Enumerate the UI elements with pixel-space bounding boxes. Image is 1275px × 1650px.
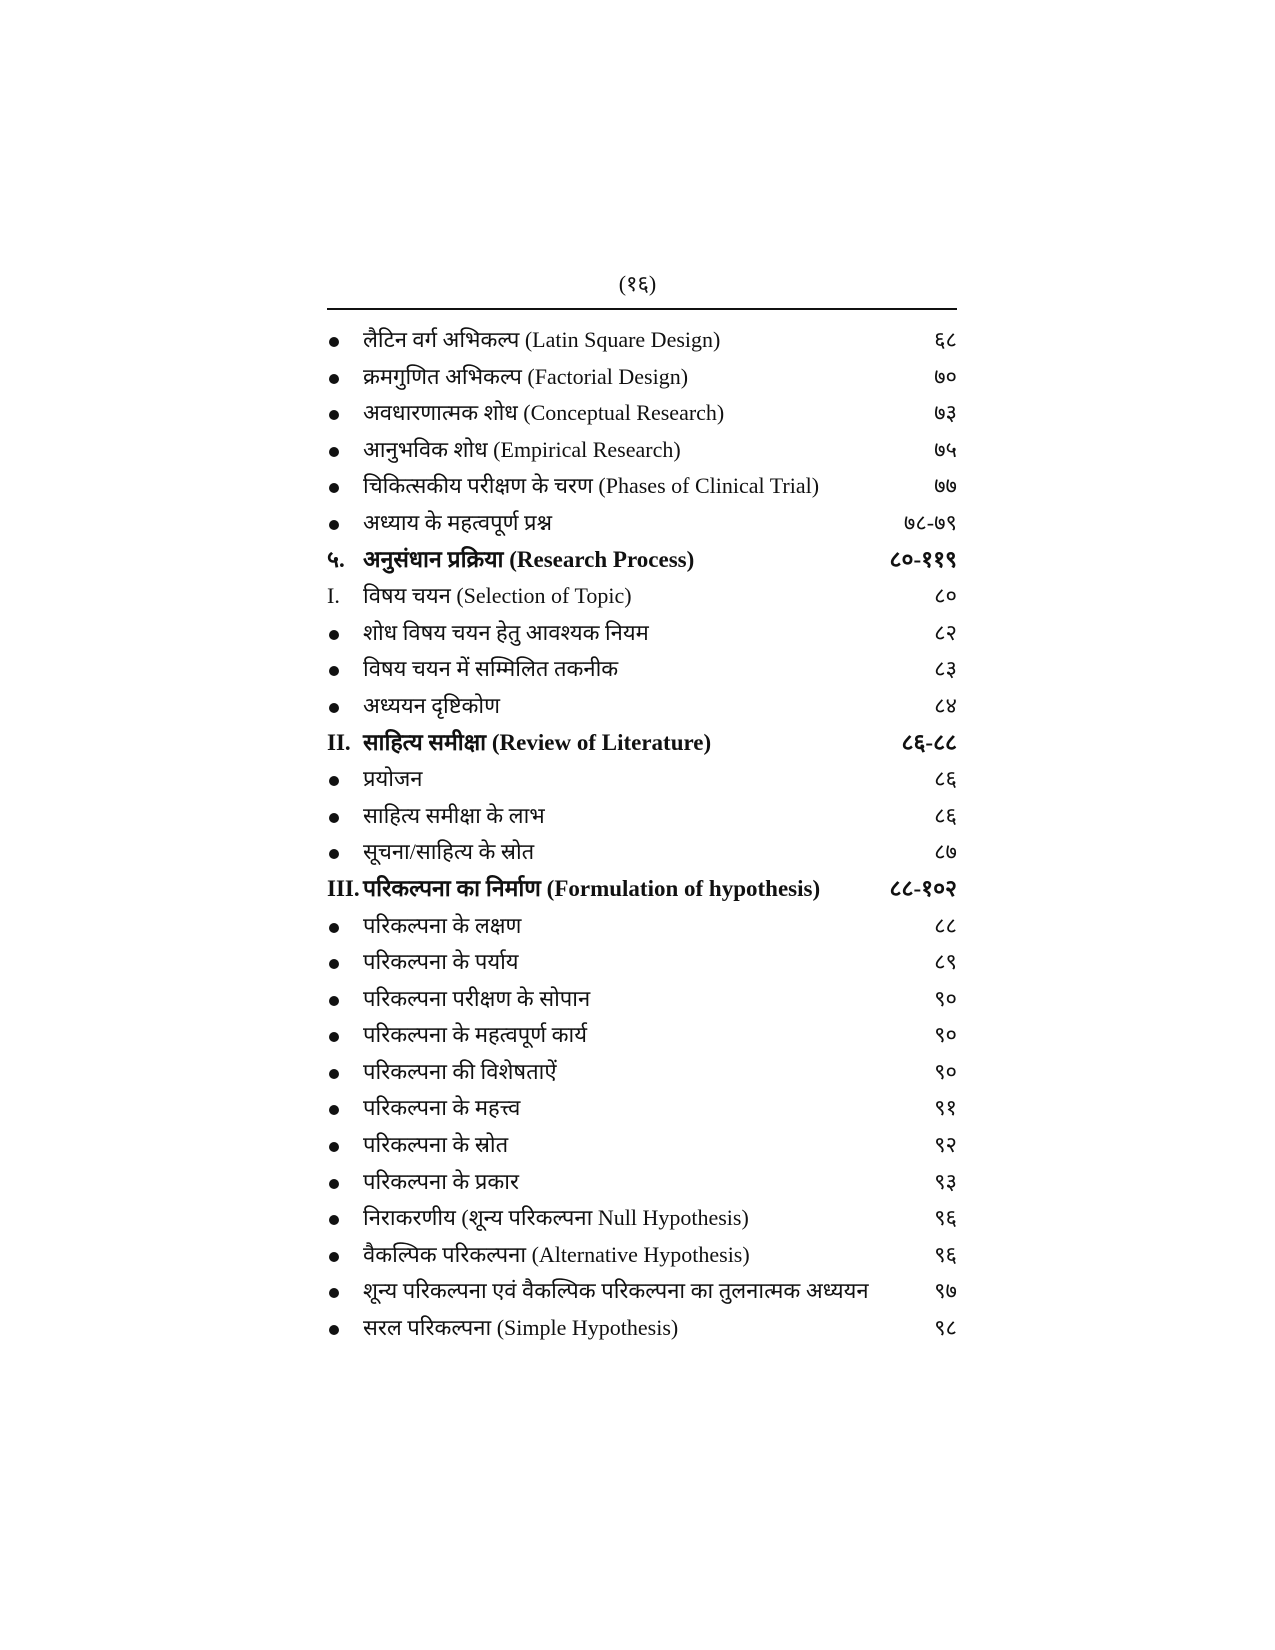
toc-entry-page: ७८-७९ bbox=[903, 509, 957, 535]
toc-entry bbox=[327, 1237, 957, 1274]
toc-entry-page: ८३ bbox=[934, 656, 957, 682]
toc-entry-title: शून्य परिकल्पना एवं वैकल्पिक परिकल्पना का तुलनात्मक अध्ययन bbox=[363, 1278, 869, 1304]
toc-entry bbox=[327, 615, 957, 652]
toc-entry-page: ८६-८८ bbox=[901, 729, 957, 755]
bullet-dot-icon bbox=[329, 776, 339, 786]
toc-entry bbox=[327, 651, 957, 688]
bullet-dot-icon bbox=[329, 1252, 339, 1262]
toc-entry bbox=[327, 1127, 957, 1164]
header-rule bbox=[327, 308, 957, 310]
toc-entry-page: ८०-११९ bbox=[889, 546, 957, 572]
section-number: I. bbox=[327, 583, 340, 609]
section-number: ५. bbox=[327, 546, 345, 572]
toc-entry-title: क्रमगुणित अभिकल्प (Factorial Design) bbox=[363, 363, 689, 389]
bullet-dot-icon bbox=[329, 630, 339, 640]
toc-entry-title: अध्याय के महत्वपूर्ण प्रश्न bbox=[363, 509, 553, 535]
bullet-dot-icon bbox=[329, 1288, 339, 1298]
toc-entry-title: आनुभविक शोध (Empirical Research) bbox=[363, 436, 681, 462]
bullet-dot-icon bbox=[329, 1105, 339, 1115]
section-number: III. bbox=[327, 875, 360, 901]
toc-entry bbox=[327, 468, 957, 505]
toc-entry-title: परिकल्पना के प्रकार bbox=[363, 1168, 519, 1194]
bullet-dot-icon bbox=[329, 337, 339, 347]
toc-entry-title: लैटिन वर्ग अभिकल्प (Latin Square Design) bbox=[363, 327, 721, 352]
toc-entry-title: वैकल्पिक परिकल्पना (Alternative Hypothesis) bbox=[363, 1241, 750, 1267]
toc-entry-title: परिकल्पना के स्रोत bbox=[363, 1132, 509, 1158]
toc-entry-title: साहित्य समीक्षा के लाभ bbox=[363, 802, 545, 828]
toc-entry-page: ७३ bbox=[934, 400, 957, 426]
toc-entry bbox=[327, 542, 957, 579]
toc-entry-page: ८६ bbox=[934, 802, 957, 828]
toc-entry-page: ९० bbox=[934, 1022, 957, 1048]
toc-entry bbox=[327, 798, 957, 835]
toc-entry-title: परिकल्पना की विशेषताऐं bbox=[363, 1058, 557, 1084]
toc-entry bbox=[327, 322, 957, 359]
toc-entry-title: साहित्य समीक्षा (Review of Literature) bbox=[363, 729, 712, 755]
toc-entry-page: ८६ bbox=[934, 766, 957, 792]
bullet-dot-icon bbox=[329, 1325, 339, 1335]
toc-entry-page: ९८ bbox=[934, 1315, 957, 1341]
toc-entry-page: ८८ bbox=[934, 912, 957, 938]
toc-entry-page: ७७ bbox=[934, 473, 957, 499]
toc-entry bbox=[327, 1017, 957, 1054]
toc-entry bbox=[327, 725, 957, 762]
toc-entry-title: सरल परिकल्पना (Simple Hypothesis) bbox=[363, 1315, 679, 1341]
toc-entry bbox=[327, 688, 957, 725]
bullet-dot-icon bbox=[329, 410, 339, 420]
toc-entry bbox=[327, 944, 957, 981]
toc-entry-title: निराकरणीय (शून्य परिकल्पना Null Hypothesis) bbox=[363, 1205, 749, 1231]
toc-entry bbox=[327, 761, 957, 798]
table-of-contents bbox=[327, 322, 957, 1347]
toc-entry bbox=[327, 359, 957, 396]
toc-entry-title: शोध विषय चयन हेतु आवश्यक नियम bbox=[363, 619, 649, 645]
toc-entry bbox=[327, 908, 957, 945]
section-number: II. bbox=[327, 729, 351, 755]
bullet-dot-icon bbox=[329, 666, 339, 676]
toc-entry-page: ६८ bbox=[934, 327, 957, 352]
bullet-dot-icon bbox=[329, 1142, 339, 1152]
toc-entry-title: अवधारणात्मक शोध (Conceptual Research) bbox=[363, 400, 725, 426]
toc-entry bbox=[327, 505, 957, 542]
toc-entry-page: ८८-१०२ bbox=[889, 875, 957, 901]
page-number: (१६) bbox=[618, 271, 657, 296]
toc-entry-title: प्रयोजन bbox=[363, 766, 423, 792]
toc-entry-title: परिकल्पना का निर्माण (Formulation of hypothesis) bbox=[363, 875, 821, 901]
toc-entry-page: ९२ bbox=[934, 1132, 957, 1158]
toc-entry-title: विषय चयन (Selection of Topic) bbox=[363, 583, 632, 609]
toc-entry-page: ९६ bbox=[934, 1205, 957, 1231]
bullet-dot-icon bbox=[329, 1069, 339, 1079]
toc-entry bbox=[327, 834, 957, 871]
toc-entry bbox=[327, 578, 957, 615]
toc-entry-page: ८० bbox=[934, 583, 957, 609]
toc-entry-title: परिकल्पना परीक्षण के सोपान bbox=[363, 985, 591, 1011]
toc-entry-title: चिकित्सकीय परीक्षण के चरण (Phases of Clinical Trial) bbox=[363, 473, 820, 499]
toc-entry-title: परिकल्पना के लक्षण bbox=[363, 912, 522, 938]
toc-entry bbox=[327, 395, 957, 432]
toc-entry-title: परिकल्पना के महत्त्व bbox=[363, 1095, 521, 1121]
bullet-dot-icon bbox=[329, 447, 339, 457]
toc-entry-page: ८९ bbox=[934, 949, 957, 975]
toc-entry bbox=[327, 432, 957, 469]
toc-entry-page: ९७ bbox=[934, 1278, 957, 1304]
toc-entry bbox=[327, 1310, 957, 1347]
bullet-dot-icon bbox=[329, 959, 339, 969]
toc-entry-title: सूचना/साहित्य के स्रोत bbox=[363, 839, 535, 865]
toc-entry-title: परिकल्पना के महत्वपूर्ण कार्य bbox=[363, 1022, 587, 1048]
toc-entry-page: ८४ bbox=[934, 692, 957, 718]
bullet-dot-icon bbox=[329, 813, 339, 823]
bullet-dot-icon bbox=[329, 996, 339, 1006]
bullet-dot-icon bbox=[329, 1179, 339, 1189]
bullet-dot-icon bbox=[329, 1032, 339, 1042]
toc-entry-title: परिकल्पना के पर्याय bbox=[363, 949, 519, 975]
toc-entry-page: ९० bbox=[934, 1058, 957, 1084]
toc-entry-page: ७५ bbox=[934, 436, 957, 462]
toc-entry-page: ९१ bbox=[934, 1095, 957, 1121]
toc-entry bbox=[327, 1273, 957, 1310]
toc-entry bbox=[327, 871, 957, 908]
toc-entry bbox=[327, 981, 957, 1018]
toc-entry-title: अनुसंधान प्रक्रिया (Research Process) bbox=[363, 546, 695, 572]
bullet-dot-icon bbox=[329, 483, 339, 493]
toc-entry bbox=[327, 1054, 957, 1091]
toc-entry bbox=[327, 1200, 957, 1237]
toc-entry-page: ९६ bbox=[934, 1241, 957, 1267]
bullet-dot-icon bbox=[329, 923, 339, 933]
bullet-dot-icon bbox=[329, 1215, 339, 1225]
toc-entry-title: अध्ययन दृष्टिकोण bbox=[363, 692, 501, 718]
toc-entry bbox=[327, 1164, 957, 1201]
toc-entry-page: ९३ bbox=[934, 1168, 957, 1194]
toc-entry-page: ८२ bbox=[934, 619, 957, 645]
bullet-dot-icon bbox=[329, 703, 339, 713]
toc-entry-page: ९० bbox=[934, 985, 957, 1011]
bullet-dot-icon bbox=[329, 520, 339, 530]
bullet-dot-icon bbox=[329, 849, 339, 859]
toc-entry-page: ८७ bbox=[934, 839, 957, 865]
bullet-dot-icon bbox=[329, 374, 339, 384]
toc-entry-page: ७० bbox=[934, 363, 957, 389]
toc-entry-title: विषय चयन में सम्मिलित तकनीक bbox=[363, 656, 619, 682]
toc-entry bbox=[327, 1090, 957, 1127]
